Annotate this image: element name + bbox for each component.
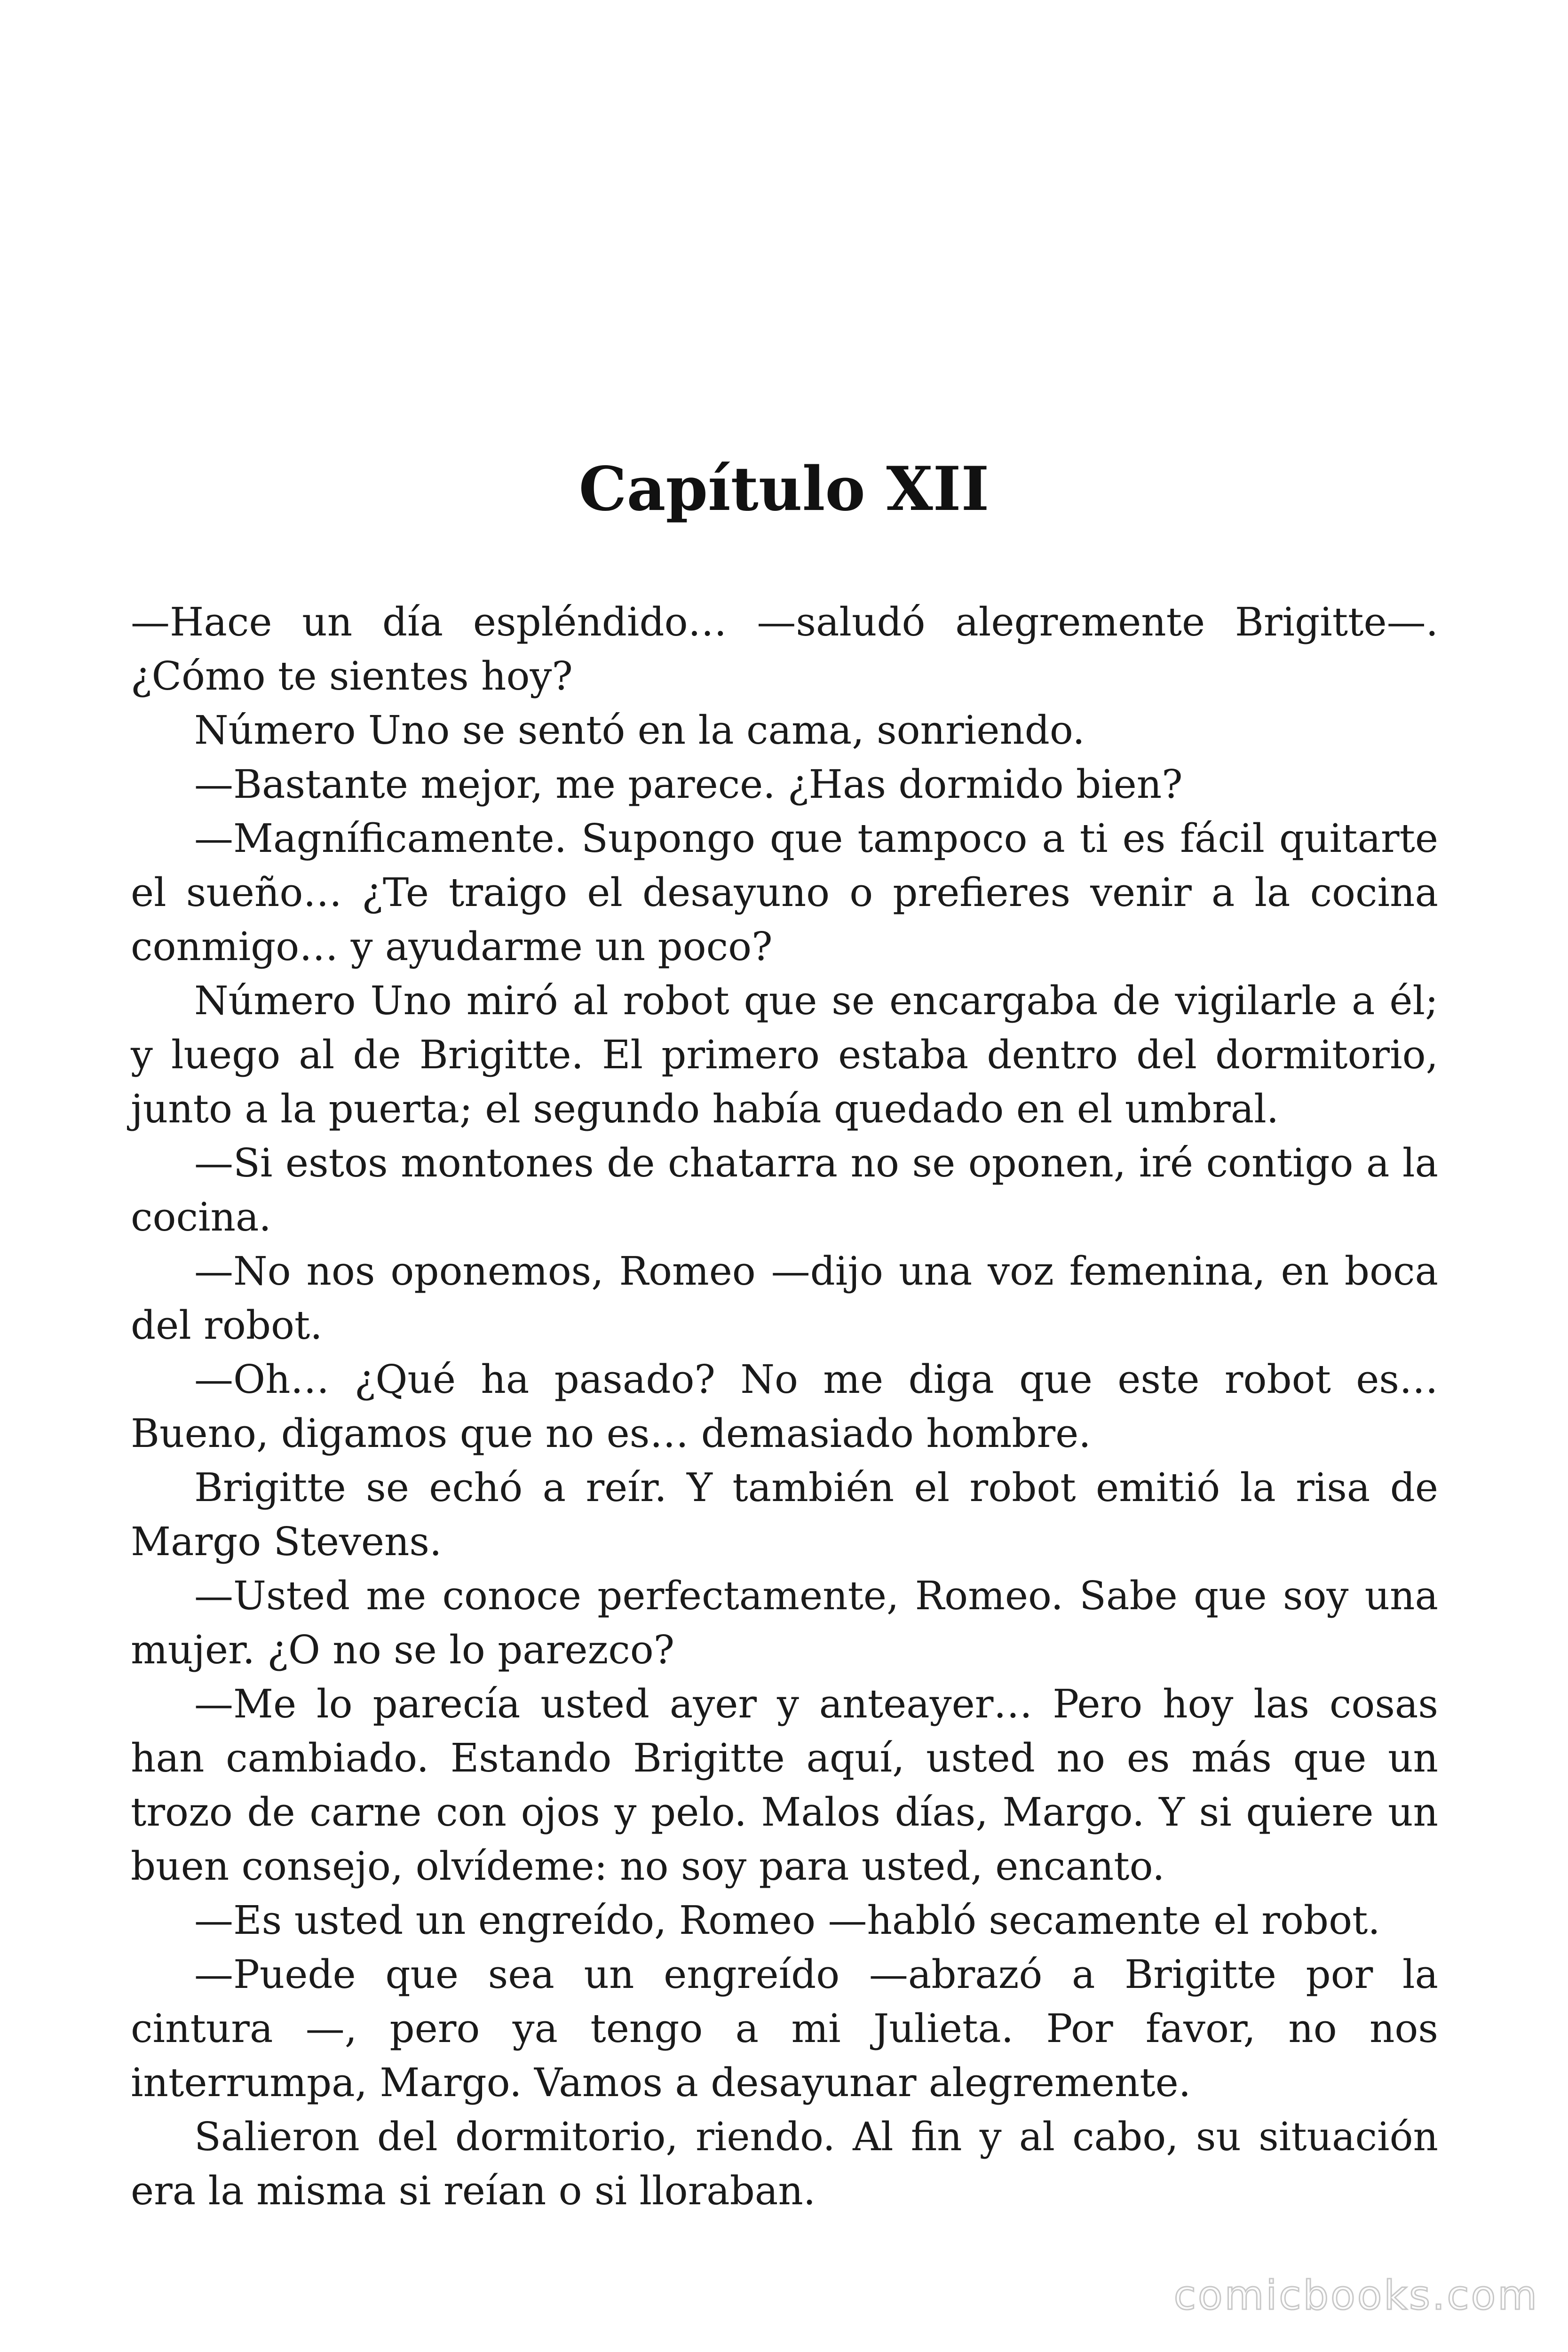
paragraph: —Si estos montones de chatarra no se oponen, iré contigo a la cocina. — [131, 1140, 1438, 1240]
paragraph: —Magníficamente. Supongo que tampoco a ti es fácil quitarte el sueño… ¿Te traigo el desayuno o prefieres venir a la cocina conmigo… y ayudarme un poco? — [131, 816, 1438, 969]
paragraph: Brigitte se echó a reír. Y también el robot emitió la risa de Margo Stevens. — [131, 1465, 1438, 1565]
chapter-body — [131, 595, 1438, 2218]
watermark: comicbooks.com — [1173, 2272, 1539, 2319]
paragraph: Salieron del dormitorio, riendo. Al fin y al cabo, su situación era la misma si reían o si lloraban. — [131, 2114, 1438, 2214]
paragraph: —Me lo parecía usted ayer y anteayer… Pero hoy las cosas han cambiado. Estando Brigitte aquí, usted no es más que un trozo de carne con ojos y pelo. Malos días, Margo. Y si quiere un buen consejo, olvídeme: no soy para usted, encanto. — [131, 1681, 1438, 1889]
paragraph: Número Uno miró al robot que se encargaba de vigilarle a él; y luego al de Brigitte. El primero estaba dentro del dormitorio, junto a la puerta; el segundo había quedado en el umbral. — [131, 978, 1438, 1132]
paragraph: —Bastante mejor, me parece. ¿Has dormido bien? — [194, 762, 1183, 807]
paragraph: —Usted me conoce perfectamente, Romeo. Sabe que soy una mujer. ¿O no se lo parezco? — [131, 1573, 1438, 1673]
chapter-title: Capítulo XII — [578, 454, 990, 524]
paragraph: —Hace un día espléndido… —saludó alegremente Brigitte—. ¿Cómo te sientes hoy? — [131, 599, 1438, 699]
paragraph: —Es usted un engreído, Romeo —habló secamente el robot. — [194, 1898, 1380, 1943]
paragraph: Número Uno se sentó en la cama, sonriendo. — [194, 707, 1085, 753]
paragraph: —Oh… ¿Qué ha pasado? No me diga que este robot es… Bueno, digamos que no es… demasiado hombre. — [131, 1357, 1438, 1456]
paragraph: —No nos oponemos, Romeo —dijo una voz femenina, en boca del robot. — [131, 1248, 1438, 1348]
paragraph: —Puede que sea un engreído —abrazó a Brigitte por la cintura —, pero ya tengo a mi Julieta. Por favor, no nos interrumpa, Margo. Vamos a desayunar alegremente. — [131, 1952, 1438, 2106]
